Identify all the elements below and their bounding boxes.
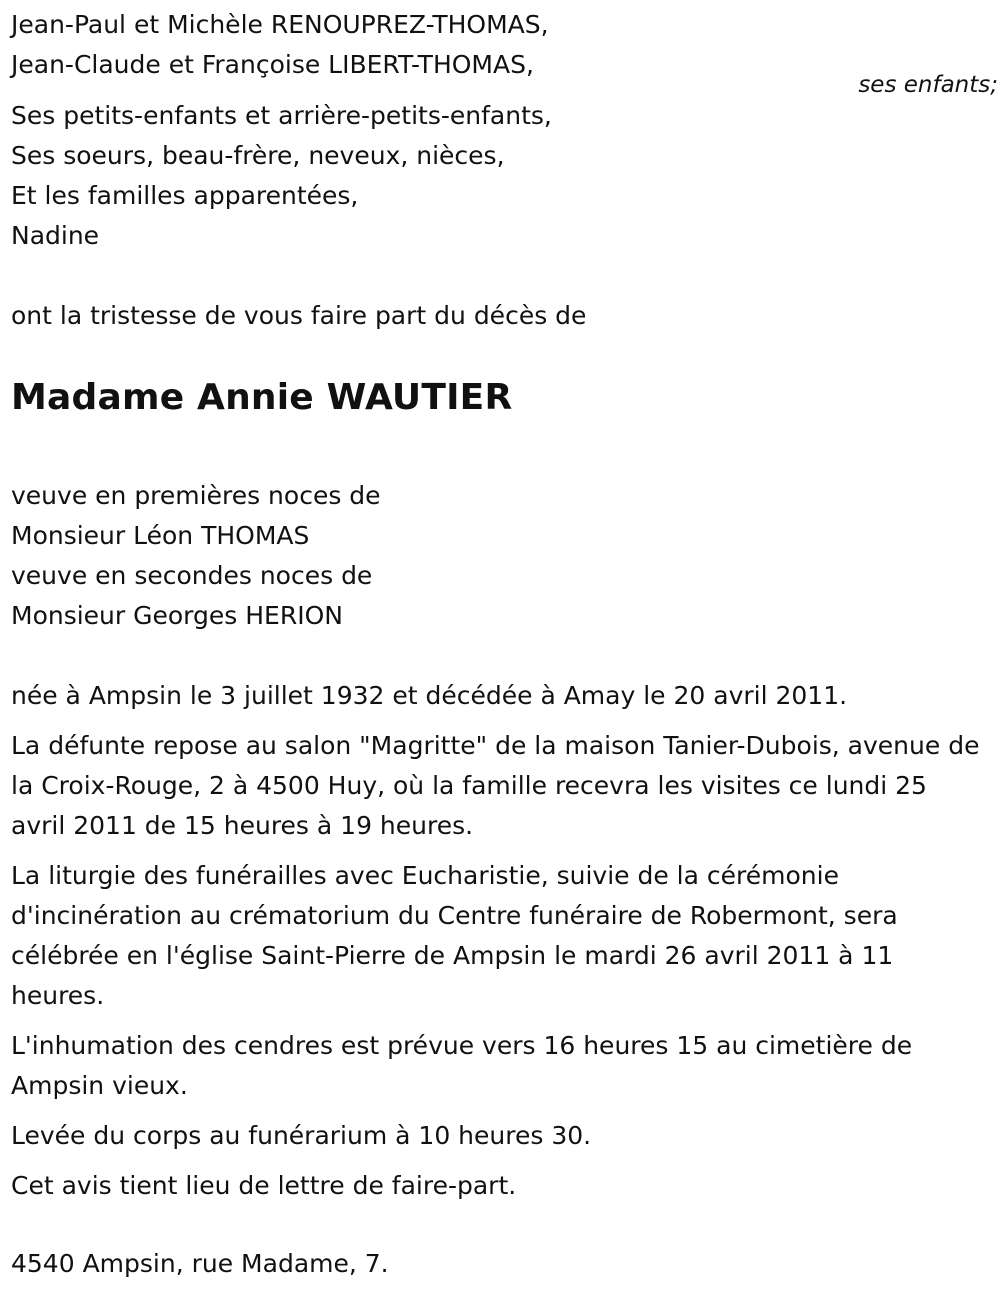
relatives-line-4: Nadine bbox=[11, 221, 100, 250]
marriage-line-4: Monsieur Georges HERION bbox=[11, 601, 343, 630]
marriages-block bbox=[11, 476, 986, 636]
children-label: ses enfants; bbox=[858, 72, 998, 98]
relatives-line-3: Et les familles apparentées, bbox=[11, 181, 359, 210]
address: 4540 Ampsin, rue Madame, 7. bbox=[11, 1249, 389, 1278]
spacer bbox=[11, 256, 986, 296]
birth-death-paragraph: née à Ampsin le 3 juillet 1932 et décédée à Amay le 20 avril 2011. bbox=[11, 681, 848, 710]
relatives-line-1: Ses petits-enfants et arrière-petits-enfants, bbox=[11, 101, 552, 130]
departure-paragraph: Levée du corps au funérarium à 10 heures 30. bbox=[11, 1121, 592, 1150]
spacer bbox=[11, 85, 986, 96]
details-block bbox=[11, 676, 986, 1206]
child-couple-2: Jean-Claude et Françoise LIBERT-THOMAS, bbox=[11, 50, 534, 79]
child-couple-1: Jean-Paul et Michèle RENOUPREZ-THOMAS, bbox=[11, 10, 549, 39]
marriage-line-1: veuve en premières noces de bbox=[11, 481, 381, 510]
relatives-line-2: Ses soeurs, beau-frère, neveux, nièces, bbox=[11, 141, 505, 170]
liturgy-paragraph: La liturgie des funérailles avec Eucharistie, suivie de la cérémonie d'incinération au crématorium du Centre funéraire de Robermont, sera célébrée en l'église Saint-Pierre de Ampsin le mardi 26 avril 2011 à 11 heures. bbox=[11, 861, 898, 1010]
announcement-text: ont la tristesse de vous faire part du décès de bbox=[11, 301, 587, 330]
deceased-name: Madame Annie WAUTIER bbox=[11, 377, 513, 418]
notice-paragraph: Cet avis tient lieu de lettre de faire-part. bbox=[11, 1171, 517, 1200]
marriage-line-2: Monsieur Léon THOMAS bbox=[11, 521, 310, 550]
relatives-block bbox=[11, 96, 986, 256]
burial-paragraph: L'inhumation des cendres est prévue vers 16 heures 15 au cimetière de Ampsin vieux. bbox=[11, 1031, 913, 1100]
visitation-paragraph: La défunte repose au salon "Magritte" de la maison Tanier-Dubois, avenue de la Croix-Rouge, 2 à 4500 Huy, où la famille recevra les visites ce lundi 25 avril 2011 de 15 heures à 19 heures. bbox=[11, 731, 980, 840]
spacer bbox=[11, 636, 986, 676]
obituary-notice bbox=[11, 0, 998, 1284]
children-block bbox=[11, 0, 998, 98]
marriage-line-3: veuve en secondes noces de bbox=[11, 561, 373, 590]
